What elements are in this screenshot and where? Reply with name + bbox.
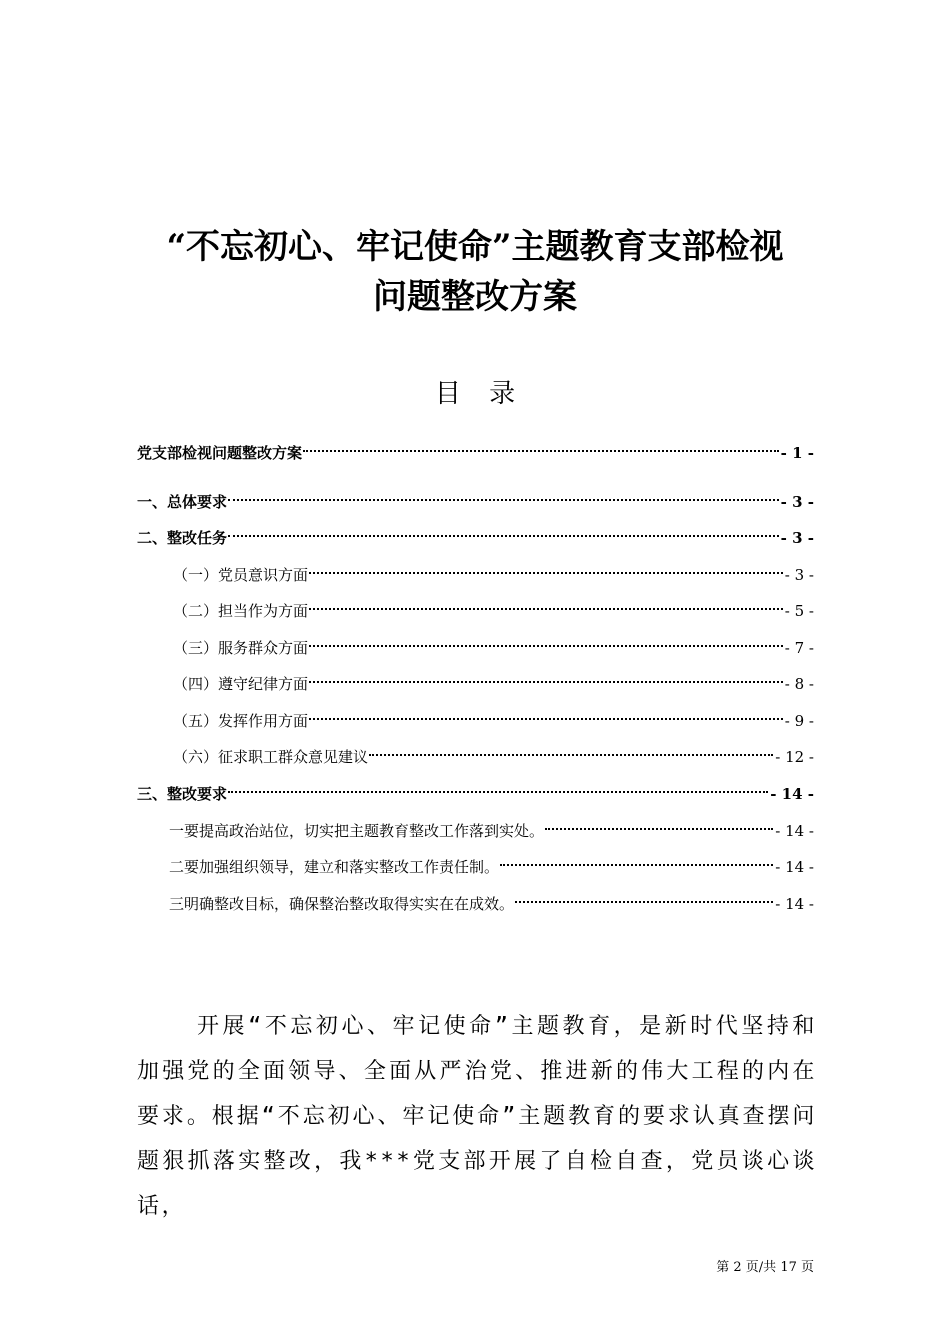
toc-leader-dots xyxy=(302,434,781,458)
toc-entry[interactable] xyxy=(137,665,814,693)
toc-leader-dots xyxy=(308,556,785,580)
toc-entry[interactable] xyxy=(137,775,814,803)
toc-entry[interactable] xyxy=(137,434,814,462)
toc-entry-text: （一）党员意识方面 xyxy=(173,566,309,584)
toc-leader-dots xyxy=(227,775,770,799)
document-title-line-1: “不忘初心、牢记使命”主题教育支部检视 xyxy=(166,227,784,267)
toc-entry-text: 一、总体要求 xyxy=(137,493,228,511)
toc-leader-dots xyxy=(514,885,775,909)
toc-leader-dots xyxy=(308,665,785,689)
toc-entry-text: 党支部检视问题整改方案 xyxy=(137,444,303,462)
body-paragraph: 开展“不忘初心、牢记使命”主题教育，是新时代坚持和加强党的全面领导、全面从严治党、推进新的伟大工程的内在要求。根据“不忘初心、牢记使命”主题教育的要求认真查摆问题狠抓落实整改，我***党支部开展了自检自查，党员谈心谈话， xyxy=(137,1014,817,1219)
toc-entry[interactable] xyxy=(137,483,814,511)
toc-entry[interactable] xyxy=(137,885,814,913)
document-title-line-2: 问题整改方案 xyxy=(373,277,577,317)
toc-heading: 目 录 xyxy=(434,379,526,409)
toc-entry-page: - 14 - xyxy=(775,822,814,840)
toc-leader-dots xyxy=(308,629,785,653)
toc-entry[interactable] xyxy=(137,812,814,840)
toc-entry-page: - 9 - xyxy=(784,712,814,730)
toc-entry-page: - 1 - xyxy=(780,444,814,462)
toc-entry-text: （六）征求职工群众意见建议 xyxy=(173,748,369,766)
toc-leader-dots xyxy=(227,483,781,507)
toc-entry-page: - 12 - xyxy=(775,748,814,766)
toc-entry[interactable] xyxy=(137,556,814,584)
toc-entry-page: - 3 - xyxy=(784,566,814,584)
toc-entry[interactable] xyxy=(137,848,814,876)
toc-entry[interactable] xyxy=(137,592,814,620)
toc-entry-text: 一要提高政治站位，切实把主题教育整改工作落到实处。 xyxy=(169,822,545,840)
toc-entry-page: - 3 - xyxy=(780,493,814,511)
toc-entry-page: - 14 - xyxy=(775,895,814,913)
toc-leader-dots xyxy=(308,592,785,616)
toc-leader-dots xyxy=(368,738,775,762)
toc-entry-page: - 3 - xyxy=(780,529,814,547)
toc-entry[interactable] xyxy=(137,738,814,766)
toc-leader-dots xyxy=(308,702,785,726)
toc-entry-text: 二、整改任务 xyxy=(137,529,228,547)
toc-entry-page: - 8 - xyxy=(784,675,814,693)
toc-entry-page: - 14 - xyxy=(775,858,814,876)
toc-entry-text: 三明确整改目标，确保整治整改取得实实在在成效。 xyxy=(169,895,515,913)
page-footer: 第 2 页/共 17 页 xyxy=(716,1260,814,1275)
toc-entry-page: - 14 - xyxy=(770,785,814,803)
toc-entry-text: 二要加强组织领导，建立和落实整改工作责任制。 xyxy=(169,858,500,876)
toc-entry-text: （四）遵守纪律方面 xyxy=(173,675,309,693)
toc-leader-dots xyxy=(544,812,775,836)
toc-entry-text: （二）担当作为方面 xyxy=(173,602,309,620)
toc-entry-page: - 7 - xyxy=(784,639,814,657)
toc-entry[interactable] xyxy=(137,519,814,547)
toc-entry[interactable] xyxy=(137,629,814,657)
toc-entry[interactable] xyxy=(137,702,814,730)
toc-leader-dots xyxy=(227,519,781,543)
toc-entry-text: 三、整改要求 xyxy=(137,785,228,803)
toc-entry-page: - 5 - xyxy=(784,602,814,620)
toc-entry-text: （五）发挥作用方面 xyxy=(173,712,309,730)
toc-entry-text: （三）服务群众方面 xyxy=(173,639,309,657)
toc-leader-dots xyxy=(499,848,775,872)
